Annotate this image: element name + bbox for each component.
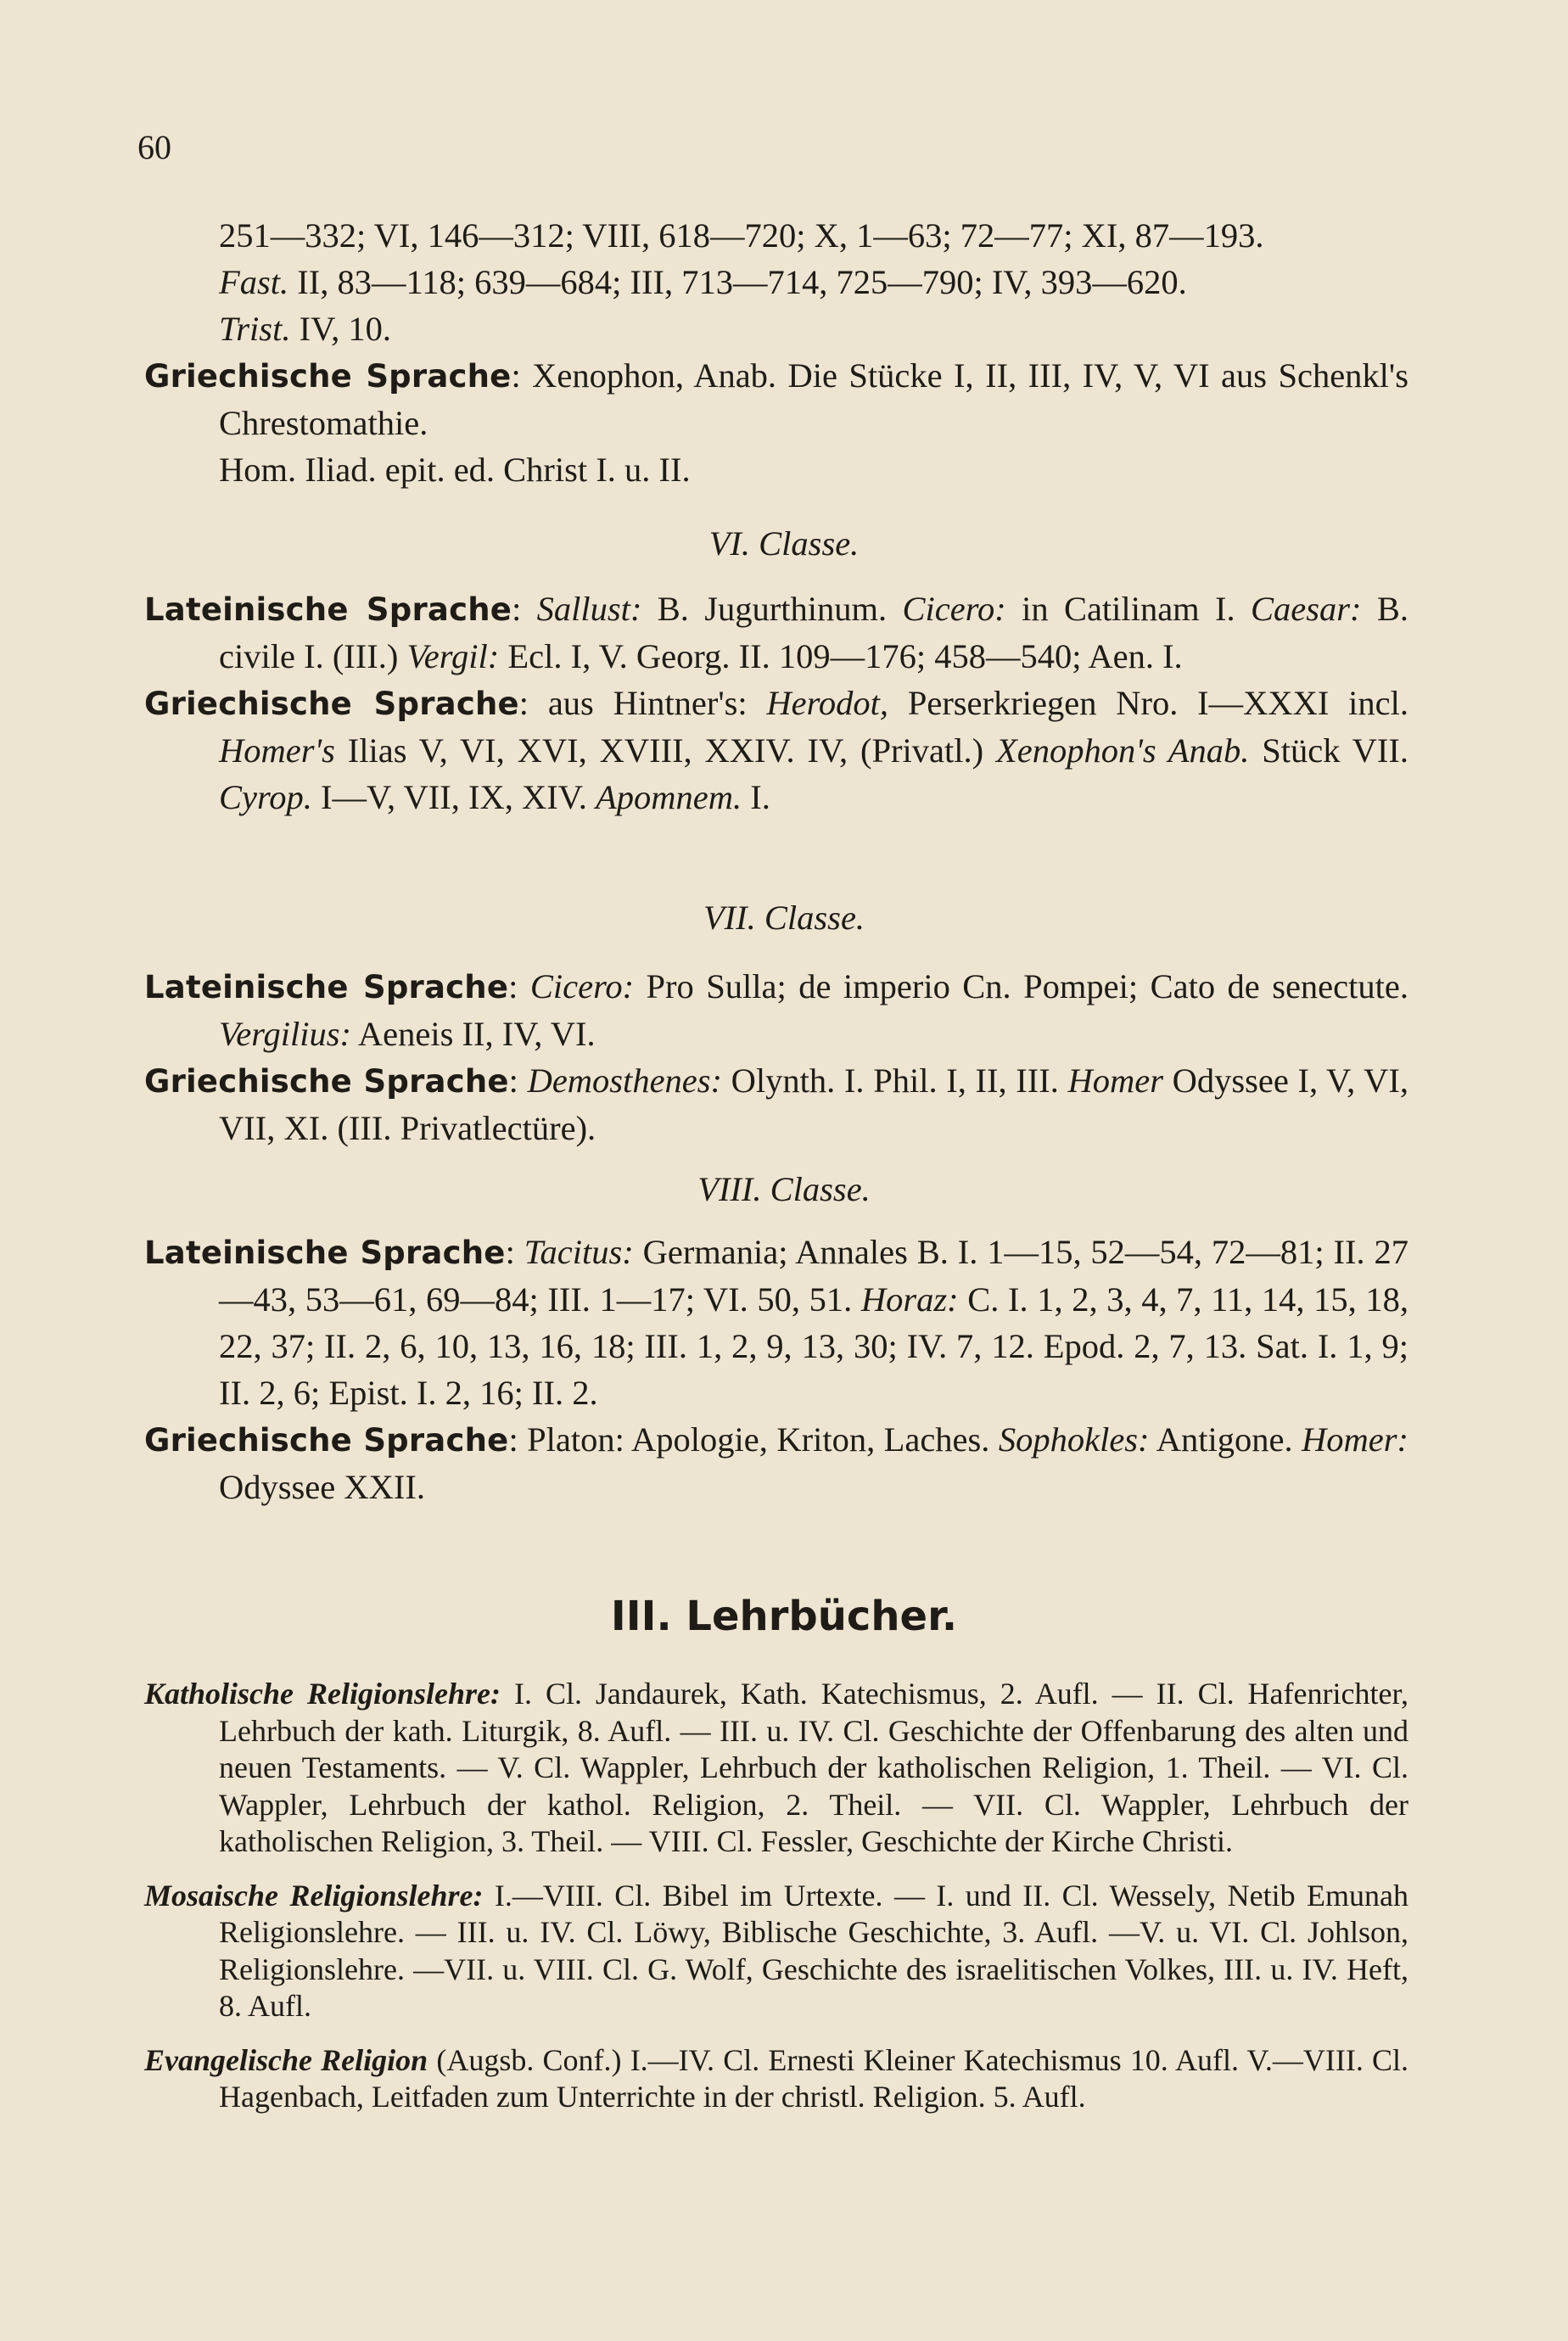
lehrbuecher-block [144, 1676, 1408, 2133]
classe-vi-latein: Lateinische Sprache: Sallust: B. Jugurthinum. Cicero: in Catilinam I. Caesar: B. civile I. (III.) Vergil: Ecl. I, V. Georg. II. 109—176; 458—540; Aen. I. [144, 590, 1408, 675]
classe-vii-griechisch: Griechische Sprache: Demosthenes: Olynth. I. Phil. I, II, III. Homer Odyssee I, V, VI, VII, XI. (III. Privatlectüre). [144, 1061, 1408, 1147]
lehrbuecher-heading: III. Lehrbücher. [610, 1593, 958, 1640]
classe-vii-heading: VII. Classe. [703, 899, 865, 937]
hom-iliad-line: Hom. Iliad. epit. ed. Christ I. u. II. [219, 451, 691, 489]
griechische-sprache-entry: Griechische Sprache: Xenophon, Anab. Die Stücke I, II, III, IV, V, VI aus Schenkl's Chrestomathie. [144, 356, 1408, 442]
katholische-religionslehre-entry: Katholische Religionslehre: I. Cl. Jandaurek, Kath. Katechismus, 2. Aufl. — II. Cl. Hafenrichter, Lehrbuch der kath. Liturgik, 8. Aufl. — III. u. IV. Cl. Geschichte der Offenbarung des alten und neuen Testaments. — V. Cl. Wappler, Lehrbuch der katholischen Religion, 1. Theil. — VI. Cl. Wappler, Lehrbuch der kathol. Religion, 2. Theil. — VII. Cl. Wappler, Lehrbuch der katholischen Religion, 3. Theil. — VIII. Cl. Fessler, Geschichte der Kirche Christi. [144, 1677, 1408, 1858]
classe-vii-block [144, 963, 1408, 1151]
classe-vi-griechisch: Griechische Sprache: aus Hintner's: Herodot, Perserkriegen Nro. I—XXXI incl. Homer's Ilias V, VI, XVI, XVIII, XXIV. IV, (Privatl.) Xenophon's Anab. Stück VII. Cyrop. I—V, VII, IX, XIV. Apomnem. I. [144, 684, 1408, 816]
fast-line: Fast. II, 83—118; 639—684; III, 713—714, 725—790; IV, 393—620. [219, 263, 1187, 301]
classe-viii-heading: VIII. Classe. [697, 1170, 871, 1208]
page-number: 60 [137, 128, 171, 166]
mosaische-religionslehre-entry: Mosaische Religionslehre: I.—VIII. Cl. Bibel im Urtexte. — I. und II. Cl. Wessely, Netib Emunah Religionslehre. — III. u. IV. Cl. Löwy, Biblische Geschichte, 3. Aufl. —V. u. VI. Cl. Johlson, Religionslehre. —VII. u. VIII. Cl. G. Wolf, Geschichte des israelitischen Volkes, III. u. IV. Heft, 8. Aufl. [144, 1878, 1408, 2023]
classe-vi-heading: VI. Classe. [708, 524, 860, 563]
classe-vi-block [144, 585, 1408, 820]
continuation-block [144, 212, 1408, 493]
classe-vii-latein: Lateinische Sprache: Cicero: Pro Sulla; de imperio Cn. Pompei; Cato de senectute. Vergilius: Aeneis II, IV, VI. [144, 967, 1408, 1053]
evangelische-religion-entry: Evangelische Religion (Augsb. Conf.) I.—IV. Cl. Ernesti Kleiner Katechismus 10. Aufl. V.—VIII. Cl. Hagenbach, Leitfaden zum Unterrichte in der christl. Religion. 5. Aufl. [144, 2042, 1409, 2114]
classe-viii-griechisch: Griechische Sprache: Platon: Apologie, Kriton, Laches. Sophokles: Antigone. Homer: Odyssee XXII. [144, 1420, 1408, 1506]
trist-line: Trist. IV, 10. [219, 310, 391, 348]
continuation-line: 251—332; VI, 146—312; VIII, 618—720; X, 1—63; 72—77; XI, 87—193. [219, 216, 1264, 255]
classe-viii-block [144, 1229, 1408, 1510]
classe-viii-latein: Lateinische Sprache: Tacitus: Germania; Annales B. I. 1—15, 52—54, 72—81; II. 27—43, 53—61, 69—84; III. 1—17; VI. 50, 51. Horaz: C. I. 1, 2, 3, 4, 7, 11, 14, 15, 18, 22, 37; II. 2, 6, 10, 13, 16, 18; III. 1, 2, 9, 13, 30; IV. 7, 12. Epod. 2, 7, 13. Sat. I. 1, 9; II. 2, 6; Epist. I. 2, 16; II. 2. [144, 1233, 1409, 1412]
